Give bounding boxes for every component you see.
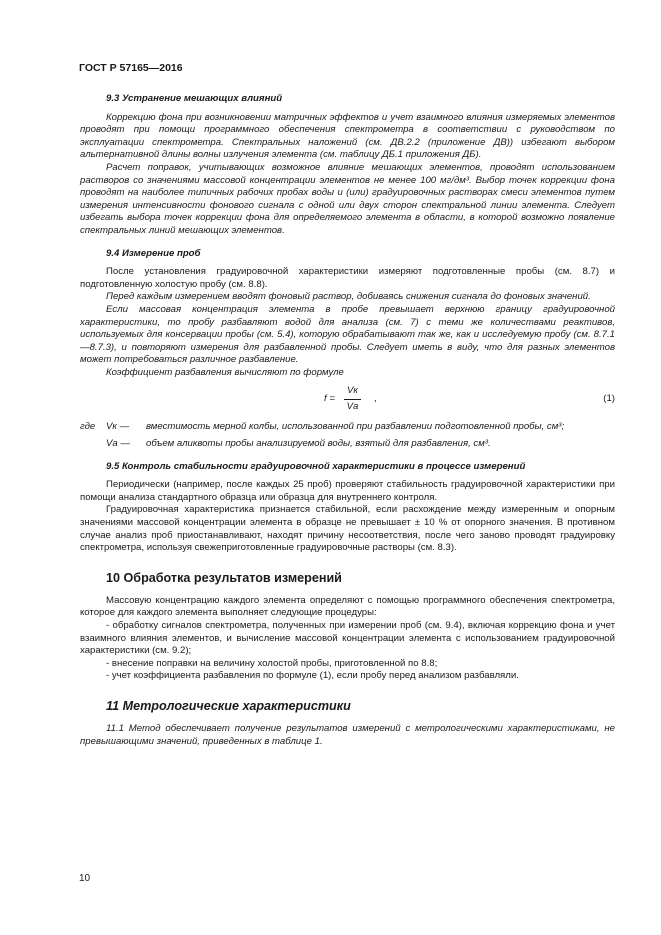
va-symbol: Vа — [106, 438, 130, 450]
formula-number: (1) [603, 393, 615, 405]
formula-numerator: Vк [344, 385, 361, 400]
section-11-title: 11 Метрологические характеристики [106, 698, 351, 713]
section-9-4-paragraph-4: Коэффициент разбавления вычисляют по формуле [106, 366, 344, 378]
section-10-title: 10 Обработка результатов измерений [106, 570, 342, 585]
section-10-bullet-1: - обработку сигналов спектрометра, полученных при измерении проб (см. 9.4), включая коррекцию фона и учет взаимного влияния элементов, и вычисление массовой концентрации элемента с использованием градуировочной характеристики (см. 9.2); [80, 620, 615, 657]
where-va [80, 438, 615, 451]
where-vk [80, 421, 615, 434]
section-9-3-paragraph-1: Коррекцию фона при возникновении матричных эффектов и учет взаимного влияния измеряемых элементов проводят при помощи программного обеспечения спектрометра в соответствии с руководством по эксплуатации спектрометра. Спектральных наложений (см. ДВ.2.2 (приложение ДВ)) избегают выбором альтернативной длины волны излучения элемента (см. таблицу ДБ.1 приложения ДБ). [80, 111, 615, 161]
page-number: 10 [79, 873, 91, 884]
vk-description: вместимость мерной колбы, использованной при разбавлении подготовленной пробы, см³; [146, 421, 565, 433]
section-10-bullet-2: - внесение поправки на величину холостой пробы, приготовленной по 8.8; [106, 657, 438, 669]
section-9-4-paragraph-2: Перед каждым измерением вводят фоновый раствор, добиваясь снижения сигнала до фоновых значений. [106, 291, 591, 303]
section-9-3-title: 9.3 Устранение мешающих влияний [106, 93, 283, 104]
section-9-5-title: 9.5 Контроль стабильности градуировочной характеристики в процессе измерений [106, 460, 526, 472]
section-10-paragraph-1: Массовую концентрацию каждого элемента определяют с помощью программного обеспечения спектрометра, которое для каждого элемента выполняет следующие процедуры: [80, 594, 615, 619]
page-content [80, 93, 615, 748]
dilution-formula [80, 385, 615, 415]
formula-lhs: f = [324, 393, 335, 405]
section-9-4-paragraph-3: Если массовая концентрация элемента в пробе превышает верхнюю границу градуировочной характеристики, то пробу разбавляют водой для анализа (см. 7) с теми же количествами реактивов, используемых для консервации пробы (см. 5.4), которую обрабатывают так же, как и исследуемую пробу (см. 8.7.1—8.7.3), и повторяют измерения для разбавленной пробы. Следует иметь в виду, что для разных элементов может потребоваться различное разбавление. [80, 303, 615, 366]
section-10-bullet-3: - учет коэффициента разбавления по формуле (1), если пробу перед анализом разбавляли. [106, 670, 519, 682]
vk-symbol: Vк — [106, 421, 130, 433]
section-9-4-title: 9.4 Измерение проб [106, 247, 201, 259]
section-9-5-paragraph-2: Градуировочная характеристика признается стабильной, если расхождение между измеренным и опорным значениями массовой концентрации элемента в образце не превышает ± 10 % от опорного значения. В противном случае анализ проб приостанавливают, находят причину несоответствия, после чего заново проводят градуировку спектрометра, используя свежеприготовленные градуировочные растворы (см. 8.3). [80, 504, 615, 554]
formula-fraction [344, 385, 361, 413]
va-description: объем аликвоты пробы анализируемой воды, взятый для разбавления, см³. [146, 438, 491, 450]
where-label: где [80, 421, 96, 433]
formula-denominator: Vа [346, 401, 359, 413]
section-11-paragraph-1: 11.1 Метод обеспечивает получение результатов измерений с метрологическими характеристиками, не превышающими значений, приведенных в таблице 1. [80, 722, 615, 747]
formula-tail: , [374, 393, 377, 405]
section-9-4-paragraph-1: После установления градуировочной характеристики измеряют подготовленные пробы (см. 8.7) и подготовленную холостую пробу (см. 8.8). [80, 266, 615, 290]
standard-header: ГОСТ Р 57165—2016 [79, 62, 183, 74]
section-9-3-paragraph-2: Расчет поправок, учитывающих возможное влияние мешающих элементов, проводят использованием растворов со значениями массовой концентрации элементов не менее 100 мг/дм³. Выбор точек коррекции фона проводят на наиболее типичных рабочих пробах воды и (или) градуировочных растворах смеси элементов путем измерения интенсивности фонового сигнала с одной или двух сторон спектральной линии элемента. Следует избегать выбора точек коррекции фона для определяемого элемента в области, в которой возможно появление спектральных линий мешающих элементов. [80, 161, 615, 236]
section-9-5-paragraph-1: Периодически (например, после каждых 25 проб) проверяют стабильность градуировочной характеристики при помощи анализа стандартного образца или образца для внутреннего контроля. [80, 479, 615, 503]
